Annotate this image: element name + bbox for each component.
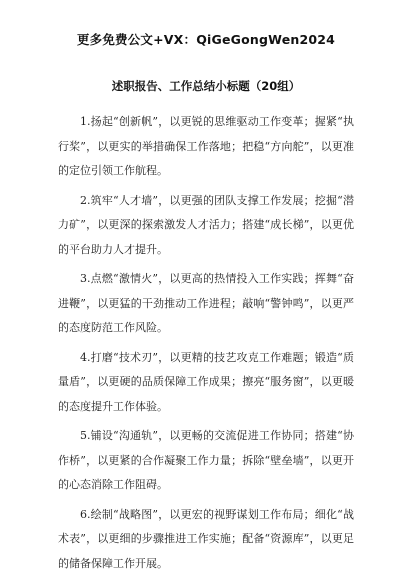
item-list [58,110,354,576]
list-item: 2.筑牢“人才墙”，以更强的团队支撑工作发展；挖掘“潜力矿”，以更深的探索激发人才活力；搭建“成长梯”，以更优的平台助力人才提升。 [58,193,354,256]
promo-header: 更多免费公文+VX：QiGeGongWen2024 [76,32,336,47]
list-item: 1.扬起“创新帆”，以更锐的思维驱动工作变革；握紧“执行桨”，以更实的举措确保工作落地；把稳“方向舵”，以更准的定位引领工作航程。 [58,115,354,177]
list-item: 6.绘制“战略图”，以更宏的视野谋划工作布局；细化“战术表”，以更细的步骤推进工作实施；配备“资源库”，以更足的储备保障工作开展。 [58,507,354,570]
list-item: 3.点燃“激情火”，以更高的热情投入工作实践；挥舞“奋进鞭”，以更猛的干劲推动工作进程；敲响“警钟鸣”，以更严的态度防范工作风险。 [58,272,354,334]
document-title: 述职报告、工作总结小标题（20组） [111,79,301,93]
list-item: 5.铺设“沟通轨”，以更畅的交流促进工作协同；搭建“协作桥”，以更紧的合作凝聚工作力量；拆除“壁垒墙”，以更开的心态消除工作阻碍。 [58,429,354,491]
list-item: 4.打磨“技术刃”，以更精的技艺攻克工作难题；锻造“质量盾”，以更硬的品质保障工作成果；擦亮“服务窗”，以更暖的态度提升工作体验。 [58,350,354,413]
